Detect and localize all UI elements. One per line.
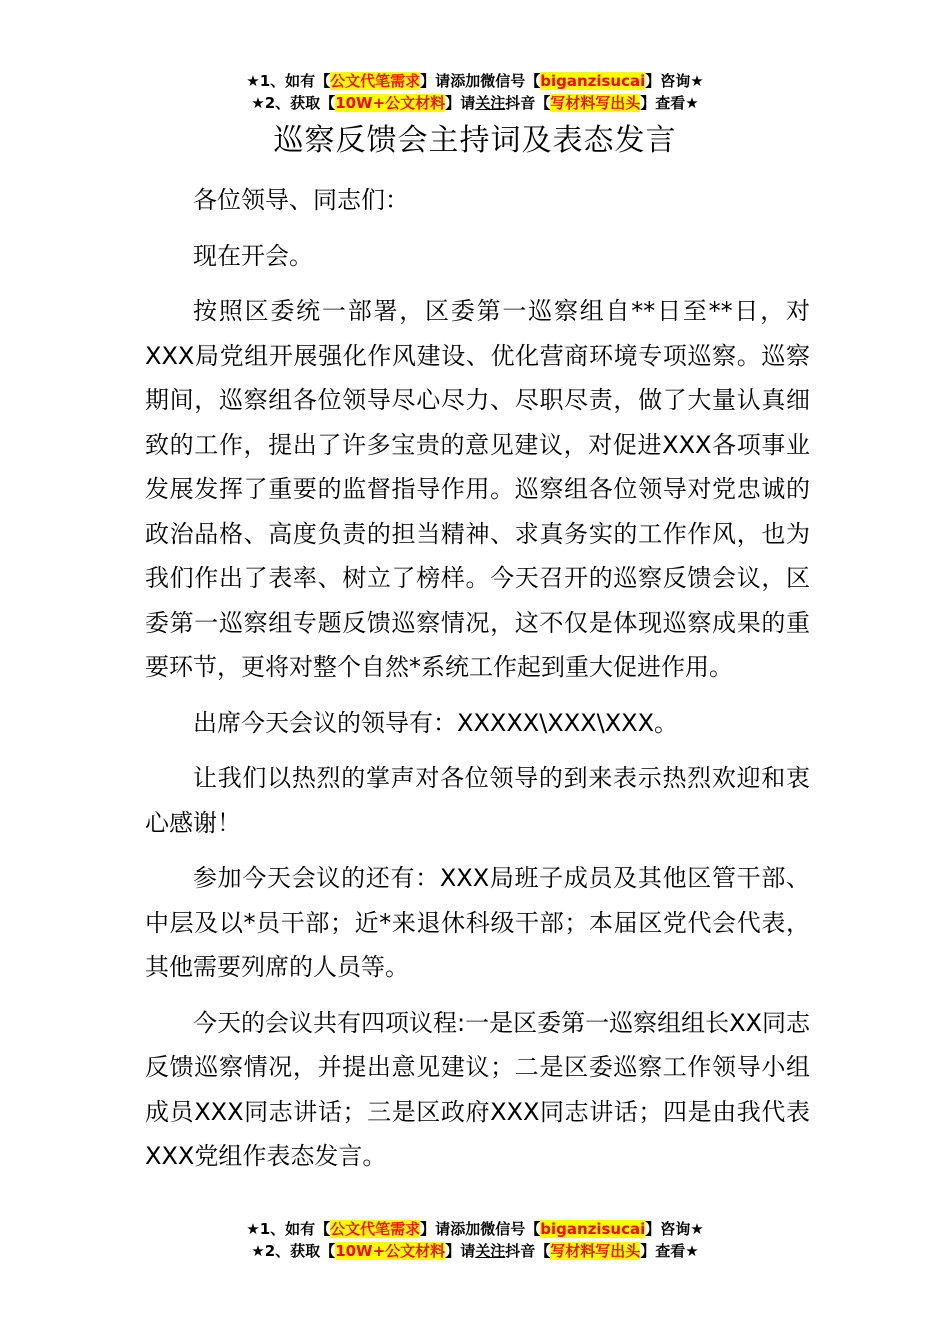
paragraph-other-attendees: 参加今天会议的还有：XXX局班子成员及其他区管干部、中层及以*员干部；近*来退休科级干部；本届区党代会代表，其他需要列席的人员等。: [145, 864, 810, 981]
promo-text: 】咨询★: [645, 72, 704, 90]
promo-text: 】请: [420, 72, 451, 90]
promo-line-1: [0, 70, 950, 92]
promo-highlight: 写材料写出头: [550, 1242, 641, 1260]
promo-text: 添加: [450, 72, 481, 90]
document-title: 巡察反馈会主持词及表态发言: [273, 123, 677, 158]
promo-text: 添加: [450, 1220, 481, 1238]
paragraph-greeting: 各位领导、同志们：: [193, 186, 409, 214]
paragraph-welcome: 让我们以热烈的掌声对各位领导的到来表示热烈欢迎和衷心感谢！: [145, 764, 810, 837]
promo-text: 】查看★: [640, 94, 699, 112]
promo-text: 】请: [420, 1220, 451, 1238]
promo-text: ★2、获取【: [251, 1242, 336, 1260]
document-body: [145, 178, 810, 1190]
promo-text: ★1、如有【: [246, 1220, 331, 1238]
promo-text: 】请: [445, 94, 476, 112]
promo-text: 抖音【: [505, 1242, 551, 1260]
promo-highlight: 公文代笔需求: [330, 1220, 421, 1238]
promo-text: 微信号【: [480, 1220, 541, 1238]
promo-text: 关注: [475, 1242, 506, 1260]
promo-banner-top: [0, 70, 950, 114]
promo-highlight: 10W+公文材料: [335, 94, 446, 112]
promo-banner-bottom: [0, 1218, 950, 1262]
promo-text: 】咨询★: [645, 1220, 704, 1238]
promo-text: 抖音【: [505, 94, 551, 112]
paragraph-opening: 现在开会。: [193, 241, 313, 270]
promo-text: 微信号【: [480, 72, 541, 90]
promo-line-2: [0, 92, 950, 114]
promo-text: 关注: [475, 94, 506, 112]
promo-text: ★2、获取【: [251, 94, 336, 112]
promo-highlight: 写材料写出头: [550, 94, 641, 112]
promo-highlight: biganzisucai: [540, 1220, 646, 1238]
promo-text: 】请: [445, 1242, 476, 1260]
paragraph-attending-leaders: 出席今天会议的领导有：XXXXX\XXX\XXX。: [193, 708, 679, 737]
paragraph-background: 按照区委统一部署，区委第一巡察组自**日至**日，对XXX局党组开展强化作风建设、优化营商环境专项巡察。巡察期间，巡察组各位领导尽心尽力、尽职尽责，做了大量认真细致的工作，提出了许多宝贵的意见建议，对促进XXX各项事业发展发挥了重要的监督指导作用。巡察组各位领导对党忠诚的政治品格、高度负责的担当精神、求真务实的工作作风，也为我们作出了表率、树立了榜样。今天召开的巡察反馈会议，区委第一巡察组专题反馈巡察情况，这不仅是体现巡察成果的重要环节，更将对整个自然*系统工作起到重大促进作用。: [145, 297, 810, 681]
promo-text: 】查看★: [640, 1242, 699, 1260]
promo-highlight: 公文代笔需求: [330, 72, 421, 90]
promo-highlight: biganzisucai: [540, 72, 646, 90]
promo-highlight: 10W+公文材料: [335, 1242, 446, 1260]
promo-line-1: [0, 1218, 950, 1240]
paragraph-agenda: 今天的会议共有四项议程:一是区委第一巡察组组长XX同志反馈巡察情况，并提出意见建议；二是区委巡察工作领导小组成员XXX同志讲话；三是区政府XXX同志讲话；四是由我代表XXX党组作表态发言。: [145, 1008, 810, 1170]
promo-line-2: [0, 1240, 950, 1262]
promo-text: ★1、如有【: [246, 72, 331, 90]
